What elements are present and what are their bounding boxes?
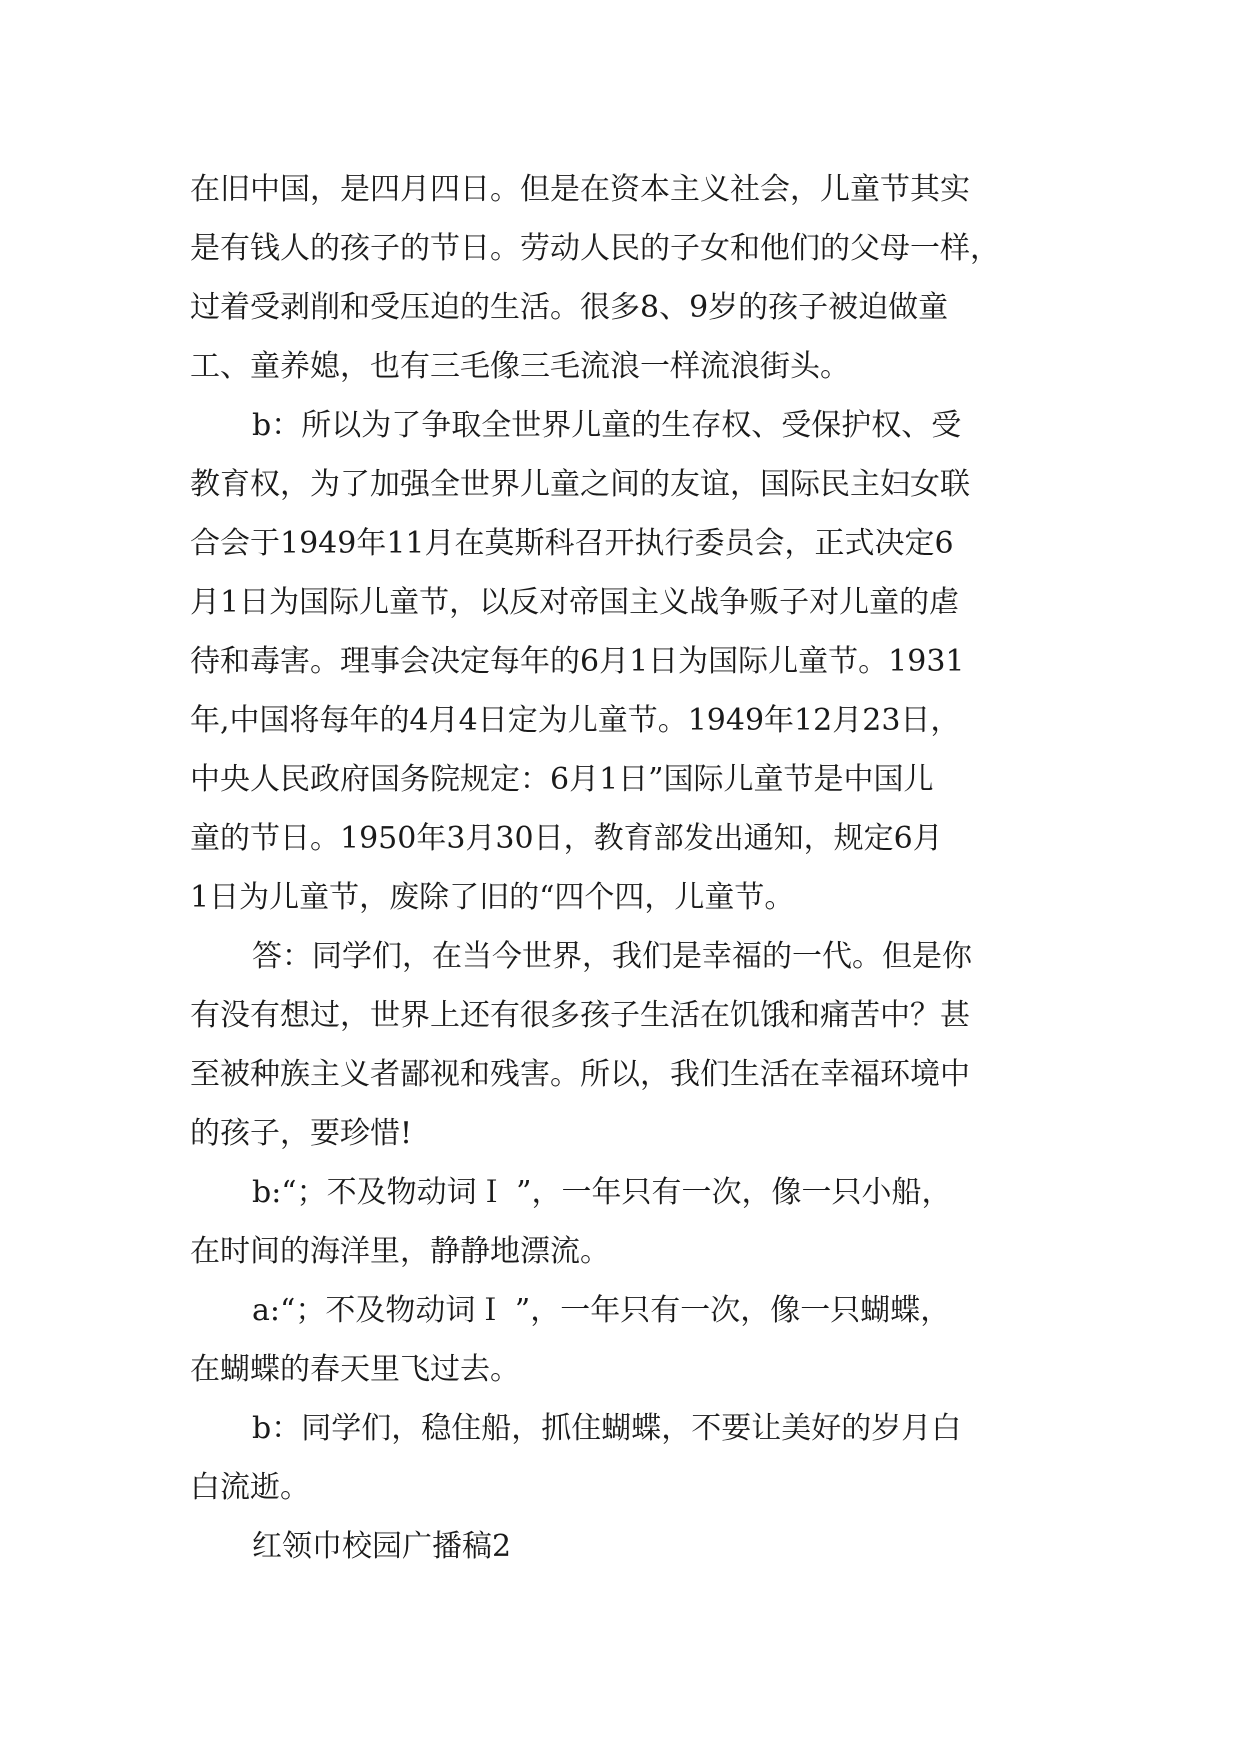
text-line: 的孩子，要珍惜! xyxy=(190,1116,413,1151)
section-heading: 红领巾校园广播稿2 xyxy=(252,1529,512,1564)
text-line: 合会于1949年11月在莫斯科召开执行委员会，正式决定6 xyxy=(190,526,954,561)
text-line: a:“；不及物动词Ｉ ”，一年只有一次，像一只蝴蝶， xyxy=(252,1293,951,1328)
text-line: 白流逝。 xyxy=(190,1470,310,1505)
text-line: b：同学们，稳住船，抓住蝴蝶，不要让美好的岁月白 xyxy=(252,1411,962,1446)
document-body xyxy=(190,160,1060,1576)
text-line: 待和毒害。理事会决定每年的6月1日为国际儿童节。1931 xyxy=(190,644,965,679)
text-line: 至被种族主义者鄙视和残害。所以，我们生活在幸福环境中 xyxy=(190,1057,970,1092)
text-line: 月1日为国际儿童节，以反对帝国主义战争贩子对儿童的虐 xyxy=(190,585,960,620)
text-line: 是有钱人的孩子的节日。劳动人民的子女和他们的父母一样， xyxy=(190,231,1000,266)
text-line: 过着受剥削和受压迫的生活。很多8、9岁的孩子被迫做童 xyxy=(190,290,949,325)
text-line: 年,中国将每年的4月4日定为儿童节。1949年12月23日， xyxy=(190,703,961,738)
text-line: 在时间的海洋里，静静地漂流。 xyxy=(190,1234,610,1269)
text-line: 在旧中国，是四月四日。但是在资本主义社会，儿童节其实 xyxy=(190,172,970,207)
text-line: 童的节日。1950年3月30日，教育部发出通知，规定6月 xyxy=(190,821,943,856)
text-line: 工、童养媳，也有三毛像三毛流浪一样流浪街头。 xyxy=(190,349,850,384)
text-line: 有没有想过，世界上还有很多孩子生活在饥饿和痛苦中？甚 xyxy=(190,998,970,1033)
text-line: 1日为儿童节，废除了旧的“四个四，儿童节。 xyxy=(190,880,795,915)
text-line: 答：同学们，在当今世界，我们是幸福的一代。但是你 xyxy=(252,939,972,974)
text-line: 教育权，为了加强全世界儿童之间的友谊，国际民主妇女联 xyxy=(190,467,970,502)
text-line: b：所以为了争取全世界儿童的生存权、受保护权、受 xyxy=(252,408,962,443)
text-line: 中央人民政府国务院规定：6月1日”国际儿童节是中国儿 xyxy=(190,762,934,797)
text-line: b:“；不及物动词Ｉ ”，一年只有一次，像一只小船， xyxy=(252,1175,952,1210)
text-line: 在蝴蝶的春天里飞过去。 xyxy=(190,1352,520,1387)
